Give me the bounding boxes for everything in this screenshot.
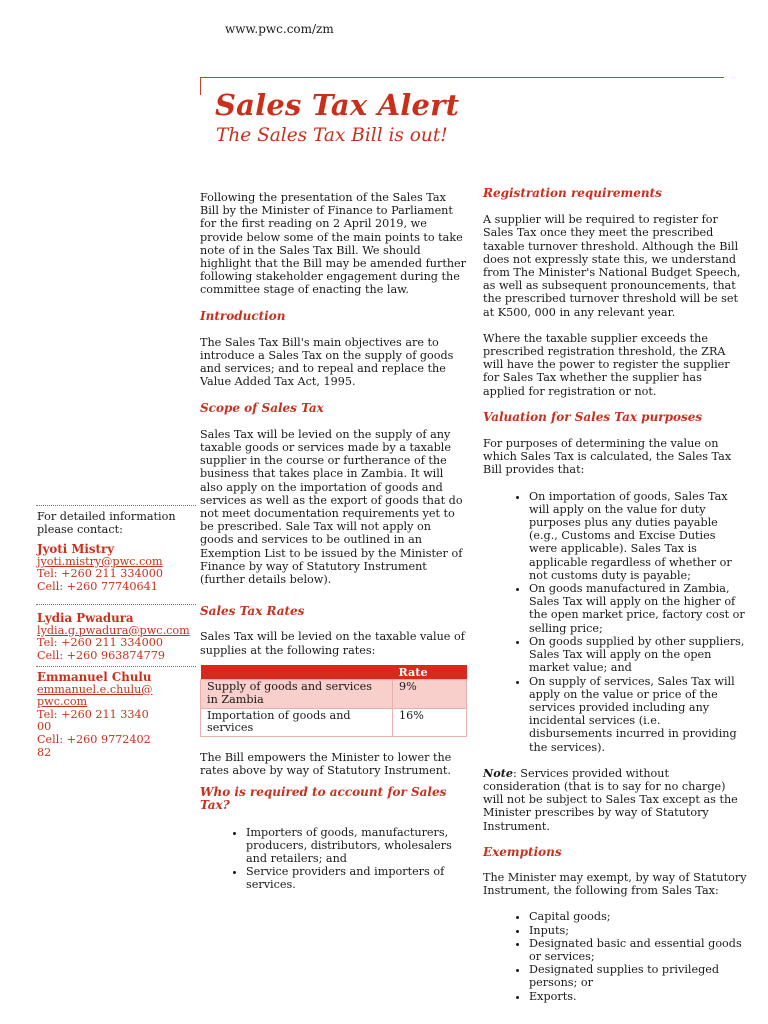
introduction-body: The Sales Tax Bill's main objectives are to introduce a Sales Tax on the supply of goods and services; and to repeal and replace the Value Added Tax Act, 1995. [200,335,454,389]
sidebar-divider [36,604,196,605]
contact-cell: Cell: +260 977240282 [37,732,151,759]
list-item: • Designated supplies to privileged persons; or [529,963,747,989]
contact-card [37,543,195,593]
list-item: • Capital goods; [529,910,747,923]
header-rule [200,77,724,78]
exemptions-intro: The Minister may exempt, by way of Statutory Instrument, the following from Sales Tax: [483,870,747,898]
sidebar-divider [36,505,196,506]
right-column [483,187,747,1003]
page-title: Sales Tax Alert [215,88,460,122]
contact-email-link[interactable]: jyoti.mistry@pwc.com [37,554,163,568]
table-row [201,708,467,736]
list-item: • On supply of services, Sales Tax will apply on the value or price of the services provided including any incidental services (i.e. disbursements incurred in providing the services). [529,675,747,754]
rate-category: Importation of goods and services [201,708,393,736]
list-item: • Exports. [529,990,747,1003]
page-url[interactable]: www.pwc.com/zm [225,22,334,36]
list-item: • Service providers and importers of services. [246,865,467,891]
valuation-list [483,490,747,754]
table-row [201,680,467,708]
contact-name: Emmanuel Chulu [37,670,152,684]
introduction-heading: Introduction [200,308,286,323]
scope-heading: Scope of Sales Tax [200,400,324,415]
contact-name: Jyoti Mistry [37,542,115,556]
page-subtitle: The Sales Tax Bill is out! [216,125,448,146]
valuation-note [483,767,747,833]
valuation-heading: Valuation for Sales Tax purposes [483,409,703,424]
contact-tel: Tel: +260 211 334000 [37,567,164,581]
rates-header-rate: Rate [393,665,467,680]
note-label: Note [483,765,513,780]
list-item: • On goods supplied by other suppliers, Sales Tax will apply on the open market value; and [529,635,747,675]
registration-para-1: A supplier will be required to register for Sales Tax once they meet the prescribed taxable turnover threshold. Although the Bill does not expressly state this, we understand from The Minister's National Budget Speech, as well as subsequent pronouncements, that the prescribed turnover threshold will be set at K500, 000 in any relevant year. [483,213,741,319]
left-column [200,191,467,892]
sidebar-divider [36,666,196,667]
contact-card [37,671,155,759]
contact-email-link[interactable]: emmanuel.e.chulu@pwc.com [37,682,153,709]
contact-tel: Tel: +260 211 334000 [37,707,149,734]
rate-value: 9% [393,680,467,708]
header-rule-tick [200,77,201,95]
rate-value: 16% [393,708,467,736]
rate-category: Supply of goods and services in Zambia [201,680,393,708]
contact-cell: Cell: +260 77740641 [37,579,158,593]
registration-para-2: Where the taxable supplier exceeds the prescribed registration threshold, the ZRA will have the power to register the supplier for Sales Tax whether the supplier has applied for registration or not. [483,331,730,398]
contact-name: Lydia Pwadura [37,611,134,625]
intro-paragraph: Following the presentation of the Sales Tax Bill by the Minister of Finance to Parliament for the first reading on 2 April 2019, we provide below some of the main points to take note of in the Sales Tax Bill. We should highlight that the Bill may be amended further following stakeholder engagement during the committee stage of enacting the law. [200,191,466,297]
rates-table-header [201,665,467,680]
contact-email-link[interactable]: lydia.g.pwadura@pwc.com [37,623,190,637]
exemptions-list [483,910,747,1002]
scope-body: Sales Tax will be levied on the supply of any taxable goods or services made by a taxable supplier in the course or furtherance of the business that takes place in Zambia. It will also apply on the importation of goods and services as well as the export of goods that do not meet documentation requirements yet to be prescribed. Sale Tax will not apply on goods and services to be outlined in an Exemption List to be issued by the Minister of Finance by way of Statutory Instrument (further details below). [200,427,463,587]
rates-header-blank [201,665,393,680]
contact-prompt: For detailed information please contact: [37,510,176,536]
registration-heading: Registration requirements [483,186,662,200]
rates-body: Sales Tax will be levied on the taxable value of supplies at the following rates: [200,630,465,657]
contact-cell: Cell: +260 963874779 [37,648,166,662]
who-heading: Who is required to account for Sales Tax? [200,785,447,813]
list-item: • Designated basic and essential goods or services; [529,937,747,963]
list-item: • Importers of goods, manufacturers, producers, distributors, wholesalers and retailers; and [246,826,467,866]
list-item: • On importation of goods, Sales Tax will apply on the value for duty purposes plus any duties payable (e.g., Customs and Excise Duties were applicable). Sales Tax is applicable regardless of whether or not customs duty is payable; [529,490,747,582]
list-item: • On goods manufactured in Zambia, Sales Tax will apply on the higher of the open market price, factory cost or selling price; [529,582,747,635]
exemptions-heading: Exemptions [483,844,562,859]
contact-card [37,612,195,662]
contact-tel: Tel: +260 211 334000 [37,636,164,650]
note-text: : Services provided without consideration (that is to say for no charge) will not be subject to Sales Tax except as the Minister prescribes by way of Statutory Instrument. [483,766,738,833]
rates-heading: Sales Tax Rates [200,604,305,619]
rates-table [200,665,467,737]
list-item: • Inputs; [529,924,747,937]
who-list [200,826,467,892]
valuation-intro: For purposes of determining the value on which Sales Tax is calculated, the Sales Tax Bill provides that: [483,437,732,477]
rates-after-table: The Bill empowers the Minister to lower the rates above by way of Statutory Instrument. [200,750,452,778]
